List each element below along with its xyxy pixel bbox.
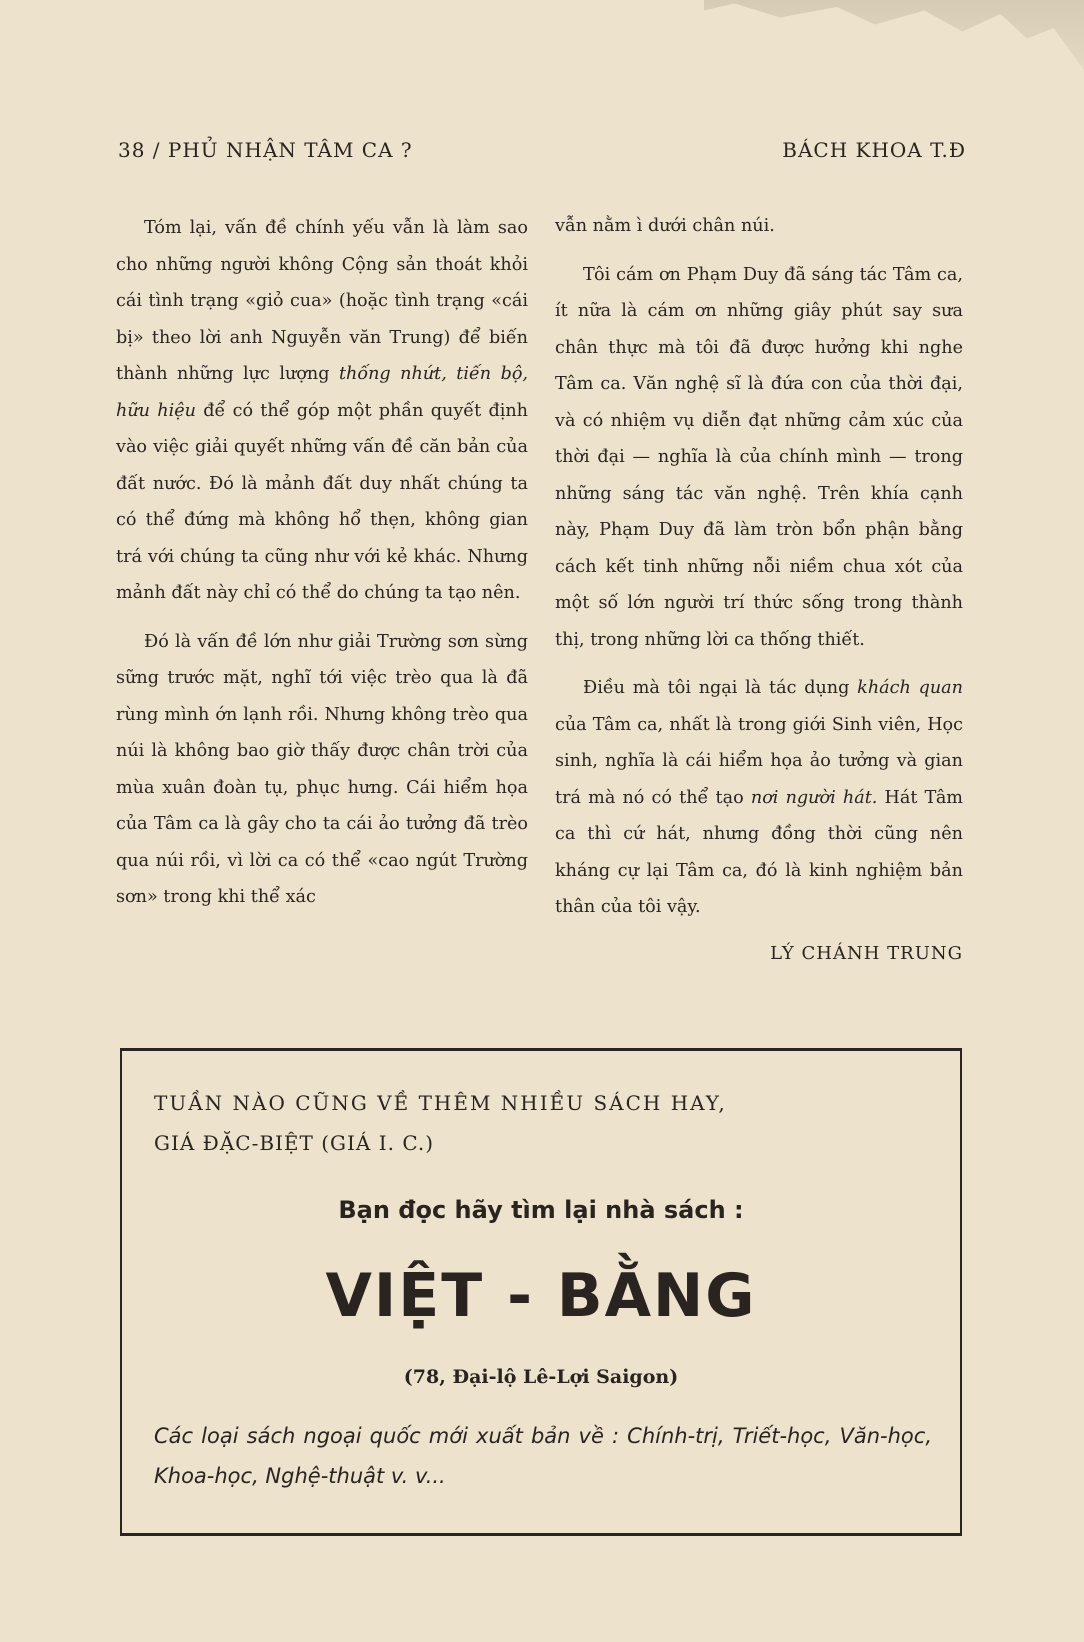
text: Hát Tâm ca thì cứ hát, nhưng đồng thời cũng nên kháng cự lại Tâm ca, đó là kinh nghiệm bản thân của tôi vậy. — [555, 787, 963, 917]
store-name: VIỆT - BẰNG — [325, 1261, 757, 1331]
emphasis: nơi người hát. — [750, 787, 878, 808]
paragraph: Đó là vấn đề lớn như giải Trường sơn sừng sững trước mặt, nghĩ tới việc trèo qua là đã rùng mình ớn lạnh rồi. Nhưng không trèo qua núi là không bao giờ thấy được chân trời của mùa xuân đoàn tụ, phục hưng. Cái hiểm họa của Tâm ca là gây cho ta cái ảo tưởng đã trèo qua núi rồi, vì lời ca có thể «cao ngút Trường sơn» trong khi thể xác — [116, 631, 528, 907]
running-head — [118, 138, 966, 168]
paragraph-continuation: vẫn nằm ì dưới chân núi. — [555, 216, 775, 236]
text: Điều mà tôi ngại là tác dụng — [583, 678, 850, 698]
paragraph — [116, 210, 528, 612]
author-signature: LÝ CHÁNH TRUNG — [770, 942, 963, 964]
text: của Tâm ca, nhất là trong giới Sinh viên, Học sinh, nghĩa là cái hiểm họa ảo tưởng và gian trá mà nó có thể tạo — [555, 714, 963, 808]
text: để có thể góp một phần quyết định vào việc giải quyết những vấn đề căn bản của đất nước. Đó là mảnh đất duy nhất chúng ta có thể đứng mà không hổ thẹn, không gian trá với chúng ta cũng như với kẻ khác. Nhưng mảnh đất này chỉ có thể do chúng ta tạo nên. — [116, 400, 528, 603]
page-number-title: 38 / PHỦ NHẬN TÂM CA ? — [118, 138, 413, 162]
text: Tóm lại, vấn đề chính yếu vẫn là làm sao cho những người không Cộng sản thoát khỏi cái tình trạng «giỏ cua» (hoặc tình trạng «cái bị» theo lời anh Nguyễn văn Trung) để biến thành những lực lượng — [116, 218, 528, 384]
ad-callout: Bạn đọc hãy tìm lại nhà sách : — [338, 1196, 744, 1224]
torn-corner — [704, 0, 1084, 70]
paragraph — [555, 670, 963, 926]
book-categories: Các loại sách ngoại quốc mới xuất bản về : Chính-trị, Triết-học, Văn-học, Khoa-học, Nghệ-thuật v. v... — [154, 1424, 932, 1488]
emphasis: khách quan — [857, 678, 963, 698]
bookstore-advertisement — [120, 1048, 962, 1536]
emphasis: thống nhứt, tiến bộ, hữu hiệu — [116, 364, 529, 421]
ad-subheadline: GIÁ ĐẶC-BIỆT (GIÁ I. C.) — [154, 1131, 435, 1155]
left-column — [116, 210, 528, 928]
paragraph: Tôi cám ơn Phạm Duy đã sáng tác Tâm ca, ít nữa là cám ơn những giây phút say sưa chân thực mà tôi đã được hưởng khi nghe Tâm ca. Văn nghệ sĩ là đứa con của thời đại, và có nhiệm vụ diễn đạt những cảm xúc của thời đại — nghĩa là của chính mình — trong những sáng tác văn nghệ. Trên khía cạnh này, Phạm Duy đã làm tròn bổn phận bằng cách kết tinh những nỗi niềm chua xót của một số lớn người trí thức sống trong thành thị, trong những lời ca thống thiết. — [555, 264, 963, 650]
magazine-name: BÁCH KHOA T.Đ — [782, 138, 966, 162]
ad-headline: TUẦN NÀO CŨNG VỀ THÊM NHIỀU SÁCH HAY, — [154, 1091, 727, 1115]
right-column — [555, 208, 963, 972]
store-address: (78, Đại-lộ Lê-Lợi Saigon) — [403, 1366, 679, 1388]
